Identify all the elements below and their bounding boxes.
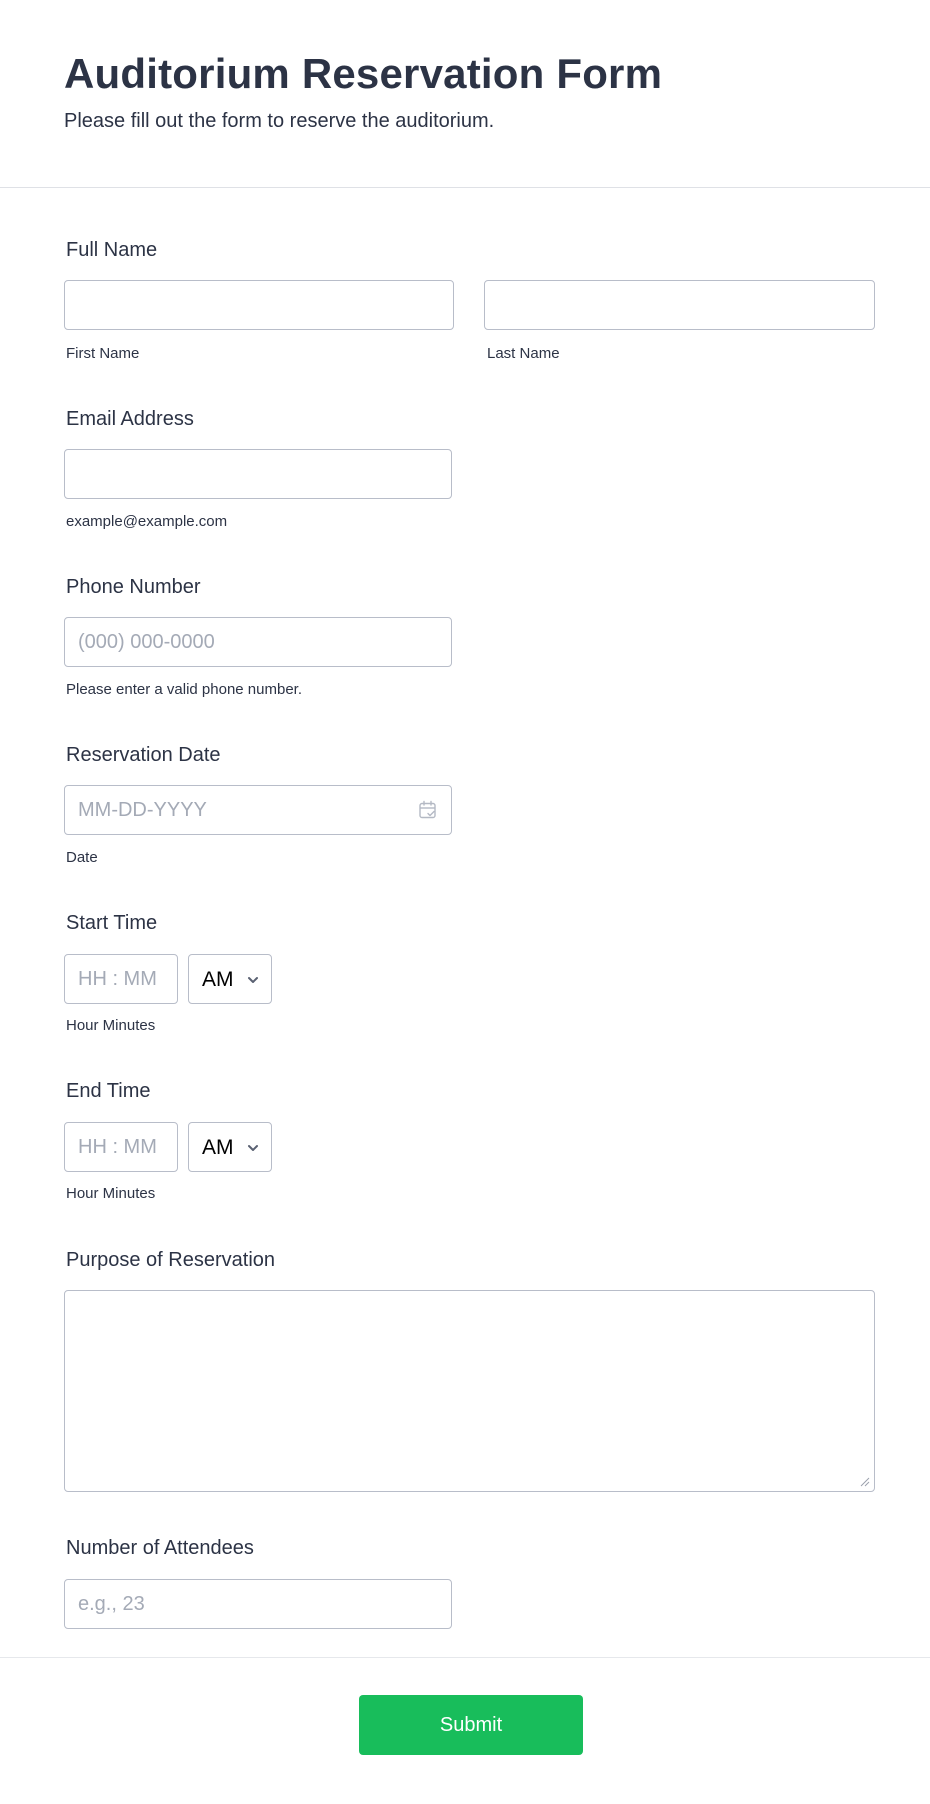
- start-time-input[interactable]: [64, 954, 178, 1004]
- start-time-sublabel: Hour Minutes: [66, 1017, 156, 1034]
- form-subtitle: Please fill out the form to reserve the auditorium.: [64, 110, 495, 132]
- form-title: Auditorium Reservation Form: [64, 50, 663, 97]
- first-name-sublabel: First Name: [66, 345, 140, 362]
- calendar-icon[interactable]: [418, 800, 438, 820]
- last-name-input[interactable]: [484, 280, 875, 330]
- last-name-sublabel: Last Name: [487, 345, 560, 362]
- email-label: Email Address: [66, 408, 194, 430]
- submit-button[interactable]: Submit: [359, 1695, 583, 1755]
- footer-divider: [0, 1657, 930, 1658]
- reservation-date-input[interactable]: [64, 785, 452, 835]
- end-time-sublabel: Hour Minutes: [66, 1185, 156, 1202]
- start-time-period-select[interactable]: [188, 954, 272, 1004]
- purpose-textarea[interactable]: [64, 1290, 875, 1492]
- phone-sublabel: Please enter a valid phone number.: [66, 681, 302, 698]
- first-name-input[interactable]: [64, 280, 454, 330]
- start-time-label: Start Time: [66, 912, 158, 934]
- attendees-input[interactable]: [64, 1579, 452, 1629]
- phone-input[interactable]: [64, 617, 452, 667]
- full-name-label: Full Name: [66, 239, 158, 261]
- email-sublabel: example@example.com: [66, 513, 228, 530]
- start-time-period-value: AM: [202, 968, 234, 991]
- chevron-down-icon: [246, 1141, 260, 1155]
- email-input[interactable]: [64, 449, 452, 499]
- chevron-down-icon: [246, 973, 260, 987]
- reservation-date-label: Reservation Date: [66, 744, 221, 766]
- attendees-label: Number of Attendees: [66, 1537, 254, 1559]
- form-header: [0, 0, 930, 188]
- purpose-label: Purpose of Reservation: [66, 1249, 276, 1271]
- resize-grip-icon[interactable]: [860, 1477, 870, 1487]
- end-time-input[interactable]: [64, 1122, 178, 1172]
- end-time-period-value: AM: [202, 1136, 234, 1159]
- phone-label: Phone Number: [66, 576, 201, 598]
- end-time-period-select[interactable]: [188, 1122, 272, 1172]
- end-time-label: End Time: [66, 1080, 151, 1102]
- reservation-date-sublabel: Date: [66, 849, 98, 866]
